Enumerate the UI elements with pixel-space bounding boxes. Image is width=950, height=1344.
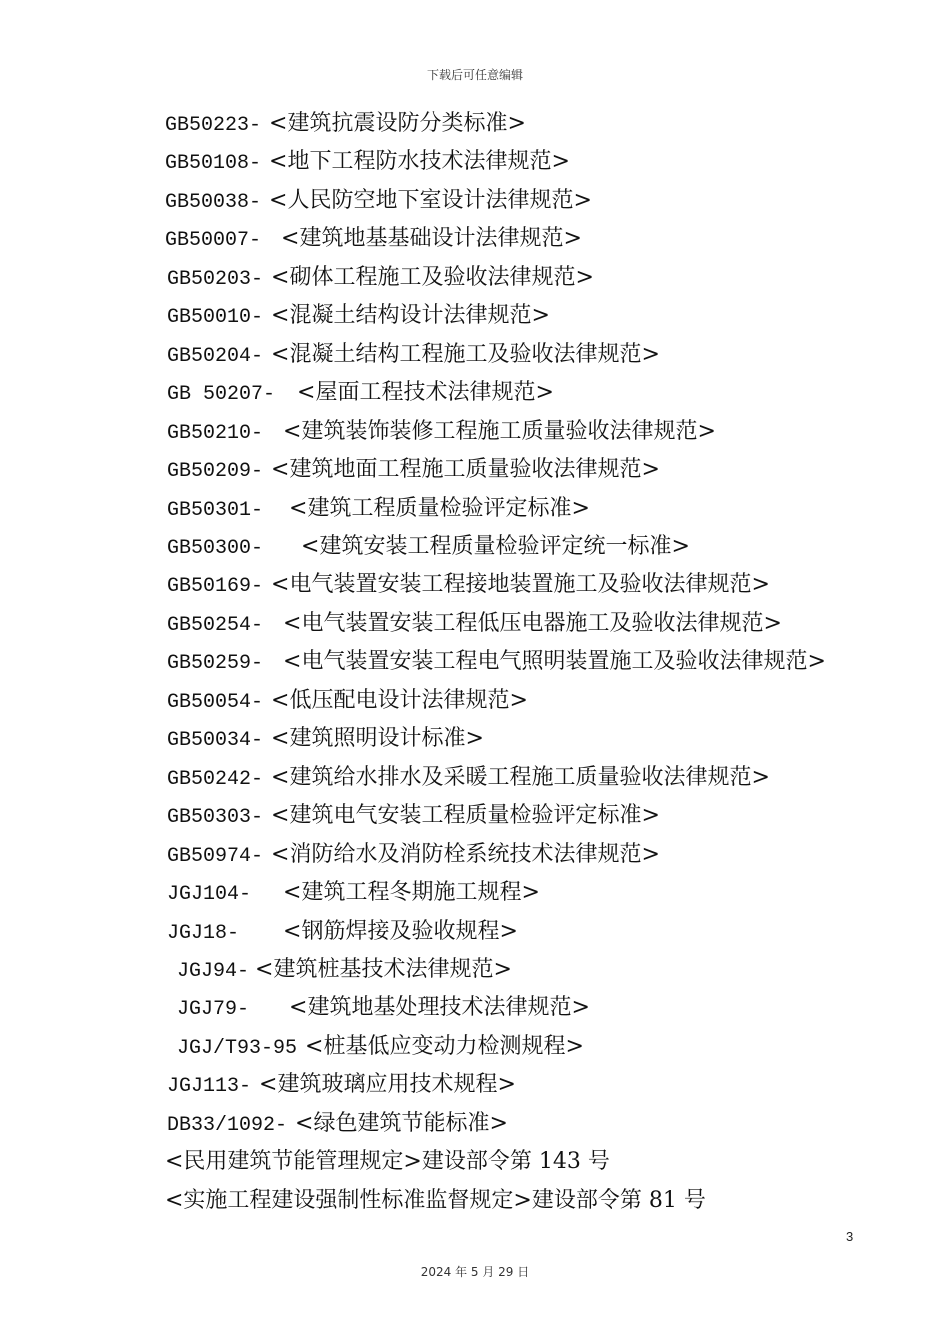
list-item (167, 374, 554, 412)
standard-code: DB33/1092- (167, 1114, 288, 1137)
list-item (167, 528, 690, 566)
list-item (165, 143, 570, 181)
standard-title: <建筑地基基础设计法律规范> (281, 226, 582, 251)
standard-title: <建筑工程冬期施工规程> (283, 880, 540, 905)
regulation-title: <实施工程建设强制性标准监督规定>建设部令第 81 号 (165, 1188, 706, 1213)
list-item (167, 836, 660, 874)
list-item (167, 720, 484, 758)
standard-title: <建筑抗震设防分类标准> (269, 111, 526, 136)
list-item (167, 451, 660, 489)
standard-code: GB50038- (165, 191, 262, 214)
standard-code: GB50303- (167, 806, 264, 829)
list-item (165, 105, 526, 143)
regulation-title: <民用建筑节能管理规定>建设部令第 143 号 (165, 1149, 610, 1174)
standard-code: JGJ/T93-95 (177, 1037, 298, 1060)
standard-title: <砌体工程施工及验收法律规范> (271, 265, 594, 290)
list-item (167, 259, 594, 297)
standard-title: <电气装置安装工程电气照明装置施工及验收法律规范> (283, 649, 826, 674)
standard-code: GB50223- (165, 114, 262, 137)
standard-title: <建筑地面工程施工质量验收法律规范> (271, 457, 660, 482)
standard-code: GB50108- (165, 152, 262, 175)
standard-title: <消防给水及消防栓系统技术法律规范> (271, 842, 660, 867)
list-item (167, 413, 716, 451)
list-item (167, 643, 826, 681)
standard-code: JGJ104- (167, 883, 252, 906)
list-item (167, 874, 540, 912)
standard-title: <建筑电气安装工程质量检验评定标准> (271, 803, 660, 828)
standard-code: GB50204- (167, 345, 264, 368)
standard-title: <混凝土结构工程施工及验收法律规范> (271, 342, 660, 367)
standard-title: <混凝土结构设计法律规范> (271, 303, 550, 328)
list-item (167, 566, 770, 604)
standard-title: <建筑照明设计标准> (271, 726, 484, 751)
standard-code: GB 50207- (167, 383, 276, 406)
page-header: 下载后可任意编辑 (426, 68, 523, 82)
standard-title: <绿色建筑节能标准> (295, 1111, 508, 1136)
standard-title: <低压配电设计法律规范> (271, 688, 528, 713)
list-item (165, 220, 582, 258)
list-item (167, 490, 590, 528)
standard-title: <电气装置安装工程低压电器施工及验收法律规范> (283, 611, 782, 636)
standard-code: GB50007- (165, 229, 262, 252)
list-item (167, 605, 782, 643)
list-item (165, 1182, 706, 1220)
list-item (165, 182, 592, 220)
standard-code: GB50010- (167, 306, 264, 329)
list-item (167, 336, 660, 374)
standard-code: GB50254- (167, 614, 264, 637)
standard-code: GB50259- (167, 652, 264, 675)
standard-title: <地下工程防水技术法律规范> (269, 149, 570, 174)
standard-title: <建筑桩基技术法律规范> (255, 957, 512, 982)
standard-code: GB50203- (167, 268, 264, 291)
standard-title: <建筑给水排水及采暖工程施工质量验收法律规范> (271, 765, 770, 790)
standard-code: GB50210- (167, 422, 264, 445)
standard-title: <屋面工程技术法律规范> (297, 380, 554, 405)
list-item (167, 913, 518, 951)
standard-code: GB50169- (167, 575, 264, 598)
list-item (177, 989, 590, 1027)
standard-code: GB50209- (167, 460, 264, 483)
standard-title: <桩基低应变动力检测规程> (305, 1034, 584, 1059)
list-item (167, 797, 660, 835)
list-item (165, 1143, 610, 1181)
list-item (167, 297, 550, 335)
standard-title: <建筑装饰装修工程施工质量验收法律规范> (283, 419, 716, 444)
page-footer-date: 2024 年 5 月 29 日 (420, 1265, 530, 1279)
standard-code: GB50974- (167, 845, 264, 868)
standard-title: <钢筋焊接及验收规程> (283, 919, 518, 944)
standard-code: GB50054- (167, 691, 264, 714)
standard-code: GB50242- (167, 768, 264, 791)
standard-title: <建筑地基处理技术法律规范> (289, 995, 590, 1020)
standard-code: JGJ18- (167, 922, 240, 945)
standard-code: JGJ113- (167, 1075, 252, 1098)
list-item (167, 1105, 508, 1143)
standard-title: <建筑安装工程质量检验评定统一标准> (301, 534, 690, 559)
standard-title: <建筑工程质量检验评定标准> (289, 496, 590, 521)
standard-code: JGJ79- (177, 998, 250, 1021)
list-item (177, 951, 512, 989)
standard-code: GB50034- (167, 729, 264, 752)
list-item (167, 682, 528, 720)
standard-code: JGJ94- (177, 960, 250, 983)
standard-code: GB50301- (167, 499, 264, 522)
list-item (167, 1066, 516, 1104)
standard-title: <人民防空地下室设计法律规范> (269, 188, 592, 213)
standard-code: GB50300- (167, 537, 264, 560)
standard-title: <建筑玻璃应用技术规程> (259, 1072, 516, 1097)
list-item (177, 1028, 584, 1066)
page-number: 3 (846, 1229, 854, 1244)
list-item (167, 759, 770, 797)
standard-title: <电气装置安装工程接地装置施工及验收法律规范> (271, 572, 770, 597)
